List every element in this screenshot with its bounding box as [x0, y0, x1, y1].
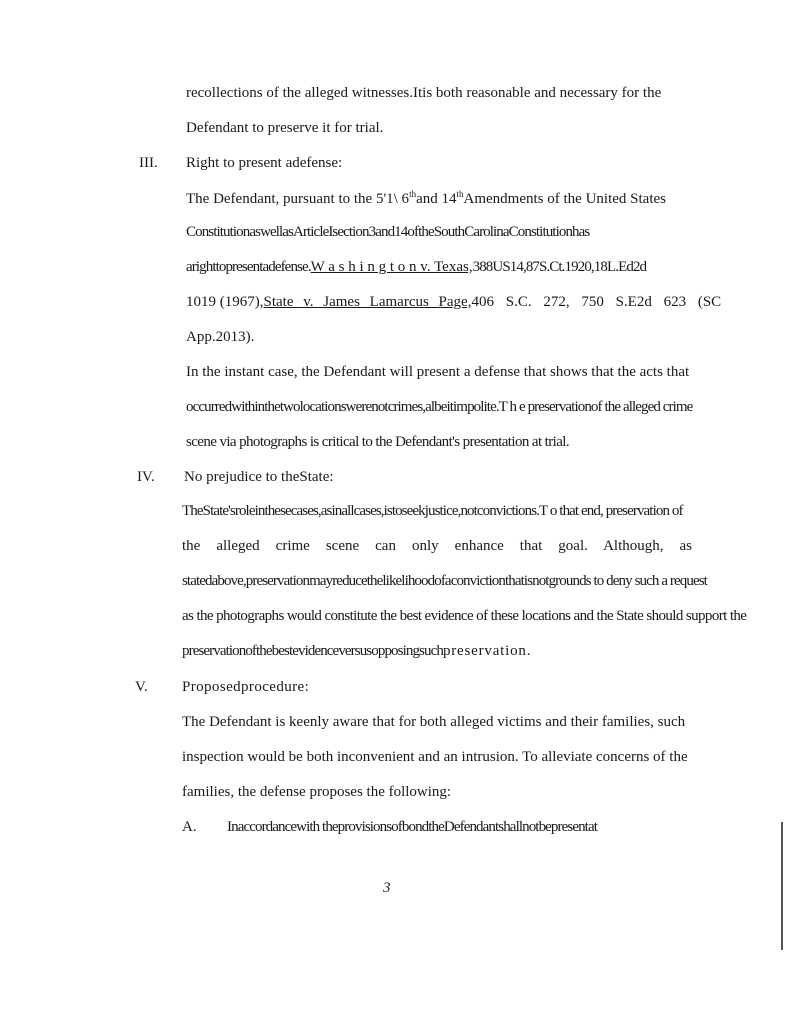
body-text-line [186, 259, 646, 276]
section-number: V. [135, 679, 148, 695]
section-heading: Proposedprocedure: [182, 679, 310, 695]
superscript: th [456, 189, 464, 199]
text-fragment: 388US14,87S.Ct.1920,18L.Ed2d [472, 259, 647, 275]
list-item-label: A. [182, 819, 197, 835]
text-fragment: The Defendant, pursuant to the 5'1\ 6 [186, 191, 410, 207]
body-text-line: The Defendant is keenly aware that for both alleged victims and their families, such [182, 714, 686, 730]
text-fragment: arighttopresentadefense. [186, 259, 311, 275]
text-fragment: Amendments of the United States [463, 191, 666, 207]
section-number: III. [139, 155, 158, 171]
body-text-line: families, the defense proposes the following: [182, 784, 452, 800]
text-fragment: preservation. [442, 643, 532, 659]
body-text-line: Defendant to preserve it for trial. [186, 120, 384, 136]
body-text-line: scene via photographs is critical to the Defendant's presentation at trial. [186, 434, 569, 450]
list-item-text: Inaccordancewith theprovisionsofbondtheDefendantshallnotbepresentat [227, 819, 597, 835]
page-number: 3 [383, 880, 391, 896]
body-text-line [182, 643, 531, 660]
body-text-line: the alleged crime scene can only enhance that goal. Although, as [182, 538, 692, 554]
superscript: th [409, 189, 417, 199]
body-text-line: recollections of the alleged witnesses.Itis both reasonable and necessary for the [186, 85, 662, 101]
text-fragment: 406 S.C. 272, 750 S.E2d 623 (SC [471, 294, 722, 310]
case-citation: State v. James Lamarcus Page, [263, 294, 472, 310]
text-fragment: 1019 (1967), [186, 294, 264, 310]
body-text-line: inspection would be both inconvenient and an intrusion. To alleviate concerns of the [182, 749, 688, 765]
section-number: IV. [137, 469, 155, 485]
section-heading: No prejudice to theState: [184, 469, 334, 485]
body-text-line [186, 189, 666, 208]
body-text-line: statedabove,preservationmayreducethelikelihoodofaconvictionthatisnotgrounds to deny such a request [182, 573, 707, 589]
section-heading: Right to present adefense: [186, 155, 343, 171]
text-fragment: preservationofthebestevidenceversusopposingsuch [182, 643, 443, 659]
body-text-line: as the photographs would constitute the best evidence of these locations and the State should support the [182, 608, 747, 624]
body-text-line: ConstitutionaswellasArticleIsection3and14oftheSouthCarolinaConstitutionhas [186, 224, 590, 240]
margin-rule [781, 822, 783, 950]
body-text-line: In the instant case, the Defendant will present a defense that shows that the acts that [186, 364, 690, 380]
body-text-line: TheState'sroleinthesecases,asinallcases,istoseekjustice,notconvictions.T o that end, preservation of [182, 503, 683, 519]
body-text-line: occurredwithinthetwolocationswerenotcrimes,albeitimpolite.T h e preservationof the alleged crime [186, 399, 693, 415]
body-text-line: App.2013). [186, 329, 255, 345]
text-fragment: and 14 [416, 191, 457, 207]
body-text-line [186, 294, 721, 311]
case-citation: W a s h i n g t o n v. Texas, [310, 259, 473, 275]
